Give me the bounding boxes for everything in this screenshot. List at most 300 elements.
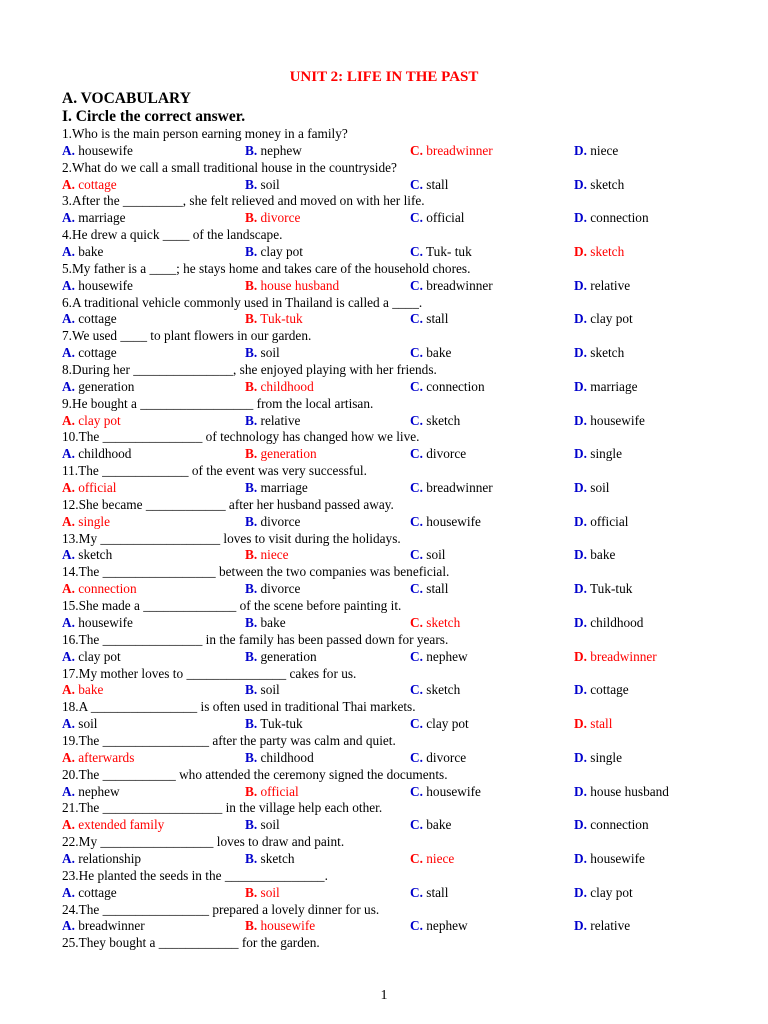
answer-option-a[interactable] (62, 918, 145, 935)
answer-option-a[interactable] (62, 379, 134, 396)
answer-option-b[interactable] (245, 446, 317, 463)
option-letter: C. (410, 749, 423, 765)
answer-option-c[interactable] (410, 446, 466, 463)
option-letter: C. (410, 614, 423, 630)
option-letter: A. (62, 244, 75, 260)
option-letter: A. (62, 817, 75, 833)
option-text: soil (260, 817, 280, 833)
question-stem: 25.They bought a ____________ for the garden. (62, 935, 320, 951)
answer-option-c[interactable] (410, 143, 493, 160)
answer-options-row (62, 210, 752, 227)
option-text: official (78, 480, 117, 496)
option-text: sketch (590, 345, 625, 361)
answer-option-c[interactable] (410, 615, 460, 632)
answer-option-d[interactable] (574, 177, 624, 194)
option-text: breadwinner (426, 142, 493, 158)
answer-option-a[interactable] (62, 210, 126, 227)
option-text: official (426, 210, 465, 226)
option-letter: A. (62, 345, 75, 361)
option-text: stall (426, 176, 449, 192)
answer-option-b[interactable] (245, 345, 280, 362)
answer-options-row (62, 581, 752, 598)
answer-options-row (62, 379, 752, 396)
answer-option-b[interactable] (245, 143, 302, 160)
answer-option-a[interactable] (62, 615, 133, 632)
answer-option-d[interactable] (574, 413, 645, 430)
option-letter: D. (574, 345, 587, 361)
answer-option-c[interactable] (410, 244, 472, 261)
option-letter: B. (245, 378, 258, 394)
page-number: 1 (380, 988, 388, 1003)
option-text: breadwinner (78, 918, 145, 934)
answer-option-d[interactable] (574, 750, 622, 767)
answer-option-b[interactable] (245, 716, 303, 733)
answer-option-b[interactable] (245, 413, 300, 430)
option-text: relative (590, 918, 631, 934)
answer-option-a[interactable] (62, 311, 117, 328)
option-text: nephew (260, 142, 302, 158)
answer-option-b[interactable] (245, 480, 308, 497)
answer-option-a[interactable] (62, 750, 134, 767)
answer-option-a[interactable] (62, 547, 112, 564)
option-text: divorce (260, 581, 301, 597)
option-letter: A. (62, 513, 75, 529)
option-letter: B. (245, 311, 258, 327)
option-text: official (590, 513, 629, 529)
option-letter: B. (245, 918, 258, 934)
option-text: generation (260, 446, 317, 462)
answer-option-c[interactable] (410, 547, 445, 564)
option-letter: B. (245, 345, 258, 361)
answer-option-d[interactable] (574, 480, 609, 497)
option-letter: D. (574, 513, 587, 529)
option-text: housewife (260, 918, 316, 934)
answer-options-row (62, 480, 752, 497)
answer-option-c[interactable] (410, 885, 448, 902)
question-stem: 5.My father is a ____; he stays home and takes care of the household chores. (62, 260, 471, 276)
option-letter: D. (574, 176, 587, 192)
question-stem: 23.He planted the seeds in the _______________. (62, 867, 328, 883)
answer-option-c[interactable] (410, 750, 466, 767)
option-letter: B. (245, 176, 258, 192)
option-letter: D. (574, 581, 587, 597)
answer-option-d[interactable] (574, 278, 630, 295)
option-text: connection (426, 378, 485, 394)
answer-option-c[interactable] (410, 784, 481, 801)
answer-option-d[interactable] (574, 615, 643, 632)
option-text: nephew (426, 648, 468, 664)
option-text: sketch (78, 547, 113, 563)
option-letter: A. (62, 716, 75, 732)
answer-options-row (62, 143, 752, 160)
option-letter: D. (574, 884, 587, 900)
option-text: childhood (78, 446, 132, 462)
option-text: Tuk- tuk (426, 244, 472, 260)
option-letter: D. (574, 682, 587, 698)
answer-option-b[interactable] (245, 244, 303, 261)
answer-option-d[interactable] (574, 311, 633, 328)
option-text: divorce (426, 446, 467, 462)
answer-option-a[interactable] (62, 649, 121, 666)
option-letter: C. (410, 142, 423, 158)
option-letter: C. (410, 244, 423, 260)
answer-option-b[interactable] (245, 581, 300, 598)
option-letter: D. (574, 142, 587, 158)
option-text: bake (78, 682, 104, 698)
option-letter: D. (574, 716, 587, 732)
question-stem: 17.My mother loves to _______________ cakes for us. (62, 665, 357, 681)
option-letter: D. (574, 850, 587, 866)
answer-options-row (62, 851, 752, 868)
answer-option-a[interactable] (62, 885, 117, 902)
option-text: afterwards (78, 749, 135, 765)
option-text: stall (426, 311, 449, 327)
answer-option-b[interactable] (245, 750, 314, 767)
option-text: clay pot (78, 648, 121, 664)
option-letter: B. (245, 210, 258, 226)
option-letter: B. (245, 716, 258, 732)
question-stem: 4.He drew a quick ____ of the landscape. (62, 227, 283, 243)
answer-option-d[interactable] (574, 581, 632, 598)
answer-option-d[interactable] (574, 649, 657, 666)
answer-option-d[interactable] (574, 514, 628, 531)
option-letter: A. (62, 412, 75, 428)
option-text: single (590, 446, 623, 462)
option-text: sketch (426, 412, 461, 428)
answer-option-d[interactable] (574, 446, 622, 463)
answer-option-b[interactable] (245, 177, 280, 194)
option-letter: C. (410, 716, 423, 732)
option-text: bake (260, 614, 286, 630)
answer-option-d[interactable] (574, 784, 669, 801)
option-letter: C. (410, 446, 423, 462)
answer-option-a[interactable] (62, 480, 116, 497)
option-letter: B. (245, 749, 258, 765)
option-letter: B. (245, 244, 258, 260)
option-letter: B. (245, 648, 258, 664)
answer-option-b[interactable] (245, 278, 339, 295)
answer-options-row (62, 750, 752, 767)
option-letter: A. (62, 446, 75, 462)
answer-options-row (62, 682, 752, 699)
question-stem: 6.A traditional vehicle commonly used in Thailand is called a ____. (62, 294, 423, 310)
option-text: cottage (590, 682, 629, 698)
section-heading: A. VOCABULARY (62, 90, 191, 107)
option-letter: C. (410, 850, 423, 866)
option-text: official (260, 783, 299, 799)
option-letter: D. (574, 648, 587, 664)
answer-option-d[interactable] (574, 851, 645, 868)
option-text: soil (78, 716, 98, 732)
option-text: clay pot (260, 244, 303, 260)
option-text: breadwinner (426, 277, 493, 293)
answer-option-d[interactable] (574, 210, 649, 227)
question-stem: 15.She made a ______________ of the scene before painting it. (62, 598, 402, 614)
option-letter: A. (62, 749, 75, 765)
option-letter: D. (574, 817, 587, 833)
option-letter: A. (62, 918, 75, 934)
answer-option-c[interactable] (410, 278, 493, 295)
option-text: generation (78, 378, 135, 394)
answer-option-d[interactable] (574, 143, 618, 160)
option-letter: B. (245, 682, 258, 698)
option-letter: A. (62, 311, 75, 327)
question-stem: 19.The ________________ after the party was calm and quiet. (62, 732, 396, 748)
answer-option-c[interactable] (410, 716, 469, 733)
answer-option-b[interactable] (245, 547, 289, 564)
answer-option-a[interactable] (62, 716, 97, 733)
question-stem: 1.Who is the main person earning money in a family? (62, 126, 348, 141)
answer-options-row (62, 446, 752, 463)
answer-option-a[interactable] (62, 345, 117, 362)
option-letter: A. (62, 884, 75, 900)
option-letter: B. (245, 614, 258, 630)
option-text: soil (260, 884, 280, 900)
option-text: relative (260, 412, 301, 428)
option-text: divorce (426, 749, 467, 765)
option-letter: C. (410, 648, 423, 664)
option-letter: C. (410, 817, 423, 833)
answer-option-a[interactable] (62, 682, 103, 699)
answer-option-a[interactable] (62, 514, 110, 531)
option-letter: D. (574, 918, 587, 934)
option-letter: B. (245, 547, 258, 563)
option-letter: D. (574, 614, 587, 630)
question-list (62, 126, 752, 952)
option-letter: C. (410, 311, 423, 327)
answer-option-d[interactable] (574, 716, 612, 733)
option-letter: C. (410, 412, 423, 428)
option-text: bake (426, 817, 452, 833)
option-text: marriage (78, 210, 126, 226)
option-text: housewife (426, 513, 481, 529)
answer-option-a[interactable] (62, 278, 133, 295)
option-letter: C. (410, 176, 423, 192)
option-text: sketch (426, 682, 461, 698)
option-letter: A. (62, 176, 75, 192)
option-text: sketch (260, 850, 295, 866)
answer-option-b[interactable] (245, 885, 280, 902)
answer-option-b[interactable] (245, 311, 303, 328)
option-text: generation (260, 648, 317, 664)
answer-option-c[interactable] (410, 918, 468, 935)
option-letter: A. (62, 277, 75, 293)
option-text: housewife (590, 412, 645, 428)
answer-option-a[interactable] (62, 851, 141, 868)
question-stem: 11.The _____________ of the event was very successful. (62, 463, 367, 479)
answer-option-c[interactable] (410, 649, 468, 666)
answer-options-row (62, 784, 752, 801)
answer-option-d[interactable] (574, 682, 629, 699)
option-text: stall (426, 884, 449, 900)
option-letter: D. (574, 277, 587, 293)
option-letter: B. (245, 446, 258, 462)
option-text: childhood (260, 378, 314, 394)
answer-option-c[interactable] (410, 514, 481, 531)
option-letter: C. (410, 918, 423, 934)
option-letter: A. (62, 378, 75, 394)
answer-options-row (62, 649, 752, 666)
option-letter: D. (574, 378, 587, 394)
answer-option-a[interactable] (62, 581, 137, 598)
option-letter: D. (574, 412, 587, 428)
option-letter: A. (62, 783, 75, 799)
answer-option-b[interactable] (245, 682, 280, 699)
option-text: nephew (78, 783, 120, 799)
option-text: stall (426, 581, 449, 597)
answer-option-c[interactable] (410, 379, 485, 396)
answer-option-b[interactable] (245, 649, 317, 666)
answer-option-c[interactable] (410, 345, 451, 362)
question-stem: 12.She became ____________ after her husband passed away. (62, 496, 394, 512)
option-text: clay pot (590, 884, 633, 900)
option-letter: C. (410, 277, 423, 293)
option-letter: B. (245, 783, 258, 799)
answer-options-row (62, 345, 752, 362)
answer-option-d[interactable] (574, 918, 630, 935)
answer-option-a[interactable] (62, 413, 121, 430)
answer-option-d[interactable] (574, 547, 615, 564)
option-letter: D. (574, 783, 587, 799)
answer-option-c[interactable] (410, 210, 464, 227)
option-letter: B. (245, 277, 258, 293)
answer-options-row (62, 514, 752, 531)
option-text: cottage (78, 311, 117, 327)
option-letter: A. (62, 581, 75, 597)
question-stem: 8.During her _______________, she enjoyed playing with her friends. (62, 362, 437, 378)
option-letter: B. (245, 817, 258, 833)
option-text: house husband (260, 277, 340, 293)
answer-option-d[interactable] (574, 244, 624, 261)
answer-option-b[interactable] (245, 379, 314, 396)
answer-option-b[interactable] (245, 817, 280, 834)
option-text: marriage (590, 378, 638, 394)
option-text: Tuk-tuk (260, 311, 303, 327)
option-text: clay pot (426, 716, 469, 732)
option-text: housewife (590, 850, 645, 866)
answer-option-b[interactable] (245, 918, 315, 935)
option-letter: D. (574, 446, 587, 462)
answer-option-c[interactable] (410, 480, 493, 497)
answer-option-b[interactable] (245, 514, 300, 531)
question-stem: 20.The ___________ who attended the ceremony signed the documents. (62, 766, 448, 782)
option-letter: B. (245, 480, 258, 496)
answer-options-row (62, 244, 752, 261)
option-text: niece (426, 850, 455, 866)
answer-option-a[interactable] (62, 244, 103, 261)
answer-options-row (62, 177, 752, 194)
answer-option-c[interactable] (410, 413, 460, 430)
question-stem: 10.The _______________ of technology has changed how we live. (62, 429, 420, 445)
option-letter: A. (62, 682, 75, 698)
question-stem: 21.The __________________ in the village help each other. (62, 800, 383, 816)
option-letter: A. (62, 210, 75, 226)
answer-options-row (62, 547, 752, 564)
answer-option-b[interactable] (245, 615, 286, 632)
answer-option-d[interactable] (574, 885, 633, 902)
answer-option-d[interactable] (574, 817, 649, 834)
option-letter: A. (62, 547, 75, 563)
option-letter: A. (62, 648, 75, 664)
answer-option-c[interactable] (410, 177, 448, 194)
option-letter: B. (245, 513, 258, 529)
answer-options-row (62, 278, 752, 295)
answer-options-row (62, 413, 752, 430)
answer-options-row (62, 817, 752, 834)
option-letter: D. (574, 311, 587, 327)
option-letter: C. (410, 513, 423, 529)
answer-option-a[interactable] (62, 446, 131, 463)
option-letter: A. (62, 480, 75, 496)
option-text: connection (590, 210, 649, 226)
answer-option-b[interactable] (245, 784, 299, 801)
option-text: cottage (78, 884, 117, 900)
option-text: single (78, 513, 111, 529)
option-text: Tuk-tuk (590, 581, 633, 597)
answer-options-row (62, 311, 752, 328)
option-letter: D. (574, 749, 587, 765)
option-text: divorce (260, 210, 301, 226)
answer-option-c[interactable] (410, 817, 451, 834)
option-text: housewife (78, 277, 133, 293)
option-text: extended family (78, 817, 165, 833)
answer-option-b[interactable] (245, 210, 300, 227)
option-text: Tuk-tuk (260, 716, 303, 732)
option-letter: A. (62, 142, 75, 158)
option-text: house husband (590, 783, 669, 799)
option-text: childhood (260, 749, 314, 765)
page-title: UNIT 2: LIFE IN THE PAST (289, 69, 479, 85)
exercise-instruction: I. Circle the correct answer. (62, 108, 246, 125)
option-text: sketch (426, 614, 461, 630)
option-text: stall (590, 716, 613, 732)
answer-option-a[interactable] (62, 817, 164, 834)
option-text: soil (260, 176, 280, 192)
option-text: soil (426, 547, 446, 563)
question-stem: 24.The ________________ prepared a lovely dinner for us. (62, 901, 380, 917)
answer-option-d[interactable] (574, 345, 624, 362)
option-text: childhood (590, 614, 644, 630)
answer-option-d[interactable] (574, 379, 638, 396)
answer-options-row (62, 885, 752, 902)
option-text: nephew (426, 918, 468, 934)
answer-option-c[interactable] (410, 851, 454, 868)
answer-options-row (62, 918, 752, 935)
question-stem: 3.After the _________, she felt relieved and moved on with her life. (62, 193, 425, 209)
option-letter: D. (574, 547, 587, 563)
answer-option-c[interactable] (410, 311, 448, 328)
answer-options-row (62, 615, 752, 632)
option-text: sketch (590, 176, 625, 192)
option-letter: B. (245, 850, 258, 866)
answer-option-a[interactable] (62, 143, 133, 160)
option-text: single (590, 749, 623, 765)
answer-option-a[interactable] (62, 177, 117, 194)
option-text: soil (590, 480, 610, 496)
option-text: breadwinner (426, 480, 493, 496)
answer-option-c[interactable] (410, 682, 460, 699)
question-stem: 2.What do we call a small traditional house in the countryside? (62, 159, 397, 175)
answer-option-a[interactable] (62, 784, 120, 801)
option-text: sketch (590, 244, 625, 260)
question-stem: 18.A ________________ is often used in traditional Thai markets. (62, 699, 416, 715)
option-letter: B. (245, 142, 258, 158)
option-letter: C. (410, 682, 423, 698)
option-text: relative (590, 277, 631, 293)
option-text: clay pot (590, 311, 633, 327)
answer-option-c[interactable] (410, 581, 448, 598)
answer-option-b[interactable] (245, 851, 295, 868)
